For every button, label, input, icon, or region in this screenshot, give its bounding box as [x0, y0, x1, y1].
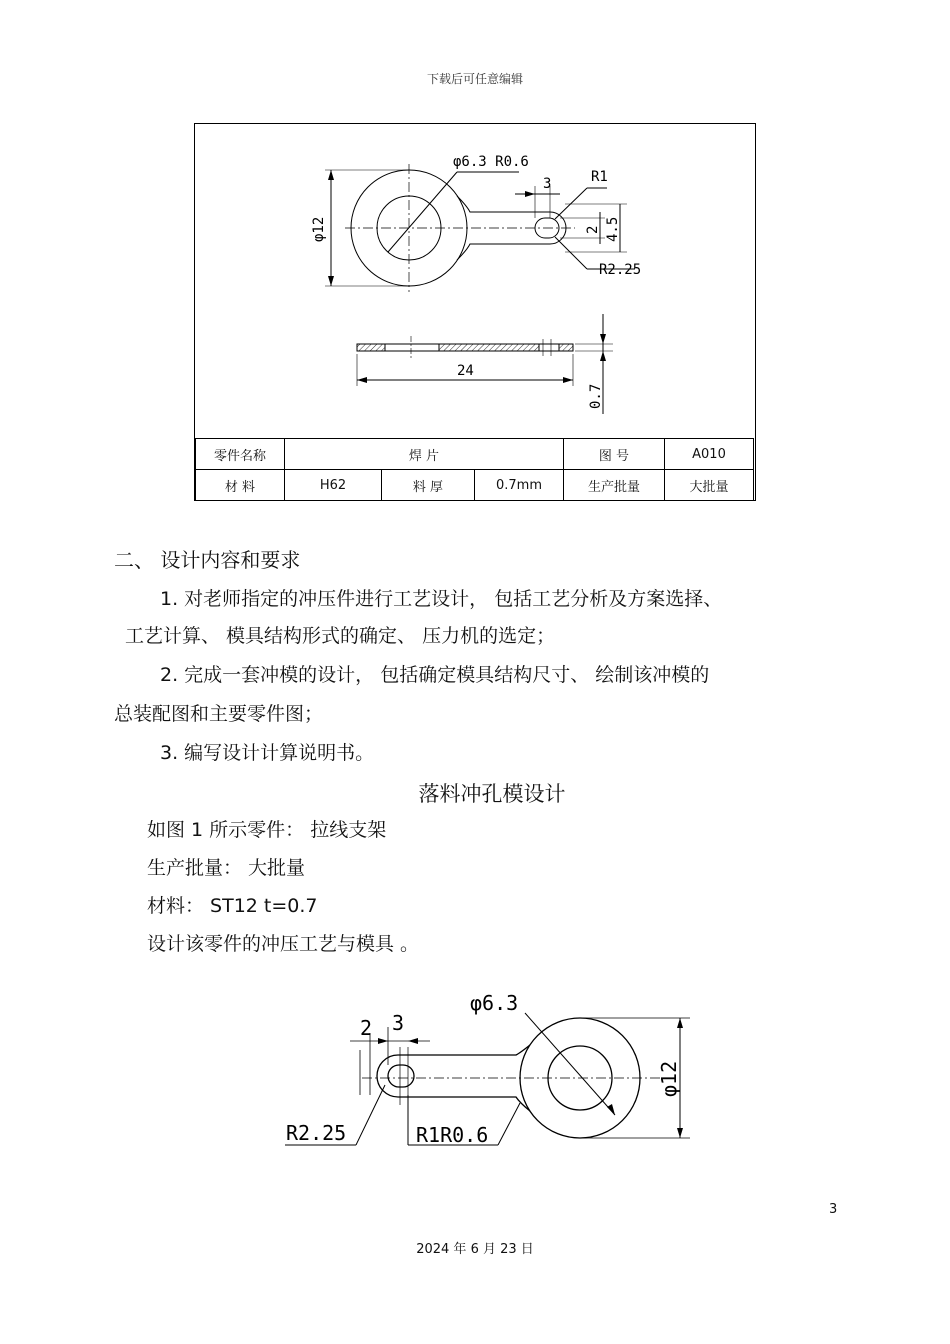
part-line: 如图 1 所示零件： 拉线支架: [147, 819, 387, 841]
thickness-label: 料 厚: [382, 470, 475, 501]
material-value: H62: [285, 470, 382, 501]
batch-label: 生产批量: [564, 470, 665, 501]
dim-r1-r0-6: R1R0.6: [416, 1123, 489, 1147]
task-line: 设计该零件的冲压工艺与模具 。: [147, 933, 420, 955]
item1-line2: 工艺计算、 模具结构形式的确定、 压力机的选定；: [125, 625, 556, 647]
item1-line1: 1. 对老师指定的冲压件进行工艺设计， 包括工艺分析及方案选择、: [160, 588, 723, 610]
section-heading: 二、 设计内容和要求: [114, 548, 301, 572]
dim-r2-25: R2.25: [599, 262, 642, 278]
dim-3: 3: [392, 1011, 405, 1035]
page-number: 3: [829, 1202, 838, 1217]
batch-value: 大批量: [665, 470, 754, 501]
dim-d12: φ12: [311, 216, 327, 242]
arm-bottom-edge: [398, 1097, 530, 1111]
item2-line2: 总装配图和主要零件图；: [114, 703, 324, 725]
arm-top-edge: [398, 1045, 530, 1055]
part-drawing: [195, 124, 757, 440]
dim-4-5: 4.5: [605, 216, 621, 242]
arm-bottom-edge: [457, 244, 550, 260]
title-block: [195, 438, 754, 501]
item3: 3. 编写设计计算说明书。: [160, 742, 375, 764]
dim-24: 24: [457, 363, 474, 379]
name-label: 零件名称: [196, 439, 285, 470]
dim-r1: R1: [591, 169, 608, 185]
dim-2: 2: [585, 225, 601, 234]
page-header: 下载后可任意编辑: [426, 72, 523, 86]
part-drawing-frame: [194, 123, 756, 501]
design-title: 落料冲孔模设计: [418, 782, 566, 806]
dim-r2-25: R2.25: [286, 1121, 347, 1145]
page-footer-date: 2024 年 6 月 23 日: [416, 1242, 534, 1257]
dim-0-7: 0.7: [588, 383, 604, 409]
dim-d63-r06: φ6.3 R0.6: [453, 154, 529, 170]
batch-line: 生产批量： 大批量: [147, 857, 306, 879]
drawing-no-value: A010: [665, 439, 754, 470]
dim-3: 3: [543, 176, 552, 192]
dim-2: 2: [360, 1016, 373, 1040]
material-line: 材料： ST12 t=0.7: [147, 895, 318, 917]
drawing-no-label: 图 号: [564, 439, 665, 470]
name-value: 焊 片: [285, 439, 564, 470]
material-label: 材 料: [196, 470, 285, 501]
arm-top-edge: [457, 196, 550, 212]
bracket-drawing: [280, 985, 710, 1155]
dim-d63: φ6.3: [470, 991, 519, 1015]
slot: [388, 1065, 414, 1087]
dim-d12: φ12: [657, 1060, 681, 1097]
item2-line1: 2. 完成一套冲模的设计， 包括确定模具结构尺寸、 绘制该冲模的: [160, 664, 710, 686]
thickness-value: 0.7mm: [475, 470, 564, 501]
